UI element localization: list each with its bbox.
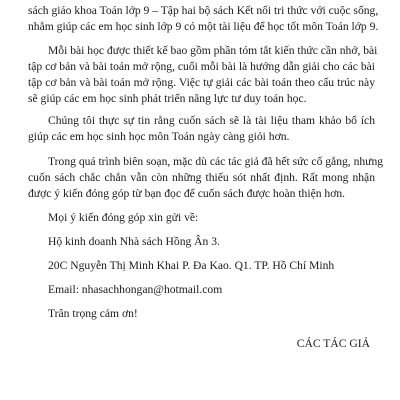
- paragraph-belief: [28, 113, 375, 145]
- text-line: Mỗi bài học được thiết kế bao gồm phần tóm tắt kiến thức cần nhớ, bài: [48, 44, 378, 57]
- signature-authors: CÁC TÁC GIẢ: [296, 337, 370, 350]
- paragraph-lesson-structure: [28, 43, 378, 107]
- contact-email: [48, 282, 395, 298]
- contact-company: [48, 234, 395, 250]
- text-line: sách giáo khoa Toán lớp 9 – Tập hai bộ sách Kết nối tri thức với cuộc sống,: [28, 4, 379, 17]
- contact-thanks: [48, 306, 395, 322]
- text-line: nhằm giúp các em học sinh lớp 9 có một tài liệu để học tốt môn Toán lớp 9.: [28, 20, 379, 33]
- text-line: sẽ giúp các em học sinh phát triển năng lực tư duy toán học.: [28, 92, 307, 105]
- text-line: tập cơ bản và bài toán mở rộng, cuối mỗi bài là hướng dẫn giải cho các bài: [28, 60, 375, 73]
- text-line: được ý kiến đóng góp từ bạn đọc để cuốn sách được hoàn thiện hơn.: [28, 187, 346, 200]
- company-name: Hộ kinh doanh Nhà sách Hồng Ân 3.: [48, 235, 220, 248]
- paragraph-feedback-request: [28, 154, 384, 202]
- email-text: Email: nhasachhongan@hotmail.com: [48, 283, 223, 296]
- text-line: Chúng tôi thực sự tin rằng cuốn sách sẽ là tài liệu tham khảo bổ ích: [48, 114, 375, 127]
- contact-intro: [48, 210, 395, 226]
- address-text: 20C Nguyễn Thị Minh Khai P. Đa Kao. Q1. TP. Hồ Chí Minh: [48, 259, 335, 272]
- text-line: cuốn sách chắc chắn vẫn còn những thiếu sót nhất định. Rất mong nhận: [28, 171, 375, 184]
- text-line: giúp các em học sinh học môn Toán ngày càng giỏi hơn.: [28, 130, 290, 143]
- thanks-text: Trân trọng cảm ơn!: [48, 307, 138, 320]
- contact-address: [48, 258, 395, 274]
- contact-intro-text: Mọi ý kiến đóng góp xin gửi về:: [48, 211, 199, 224]
- paragraph-intro-continuation: [28, 3, 379, 35]
- text-line: tập cơ bản và bài toán mở rộng. Việc tự giải các bài toán theo cấu trúc này: [28, 76, 375, 89]
- text-line: Trong quá trình biên soạn, mặc dù các tác giả đã hết sức cố gắng, nhưng: [48, 155, 384, 168]
